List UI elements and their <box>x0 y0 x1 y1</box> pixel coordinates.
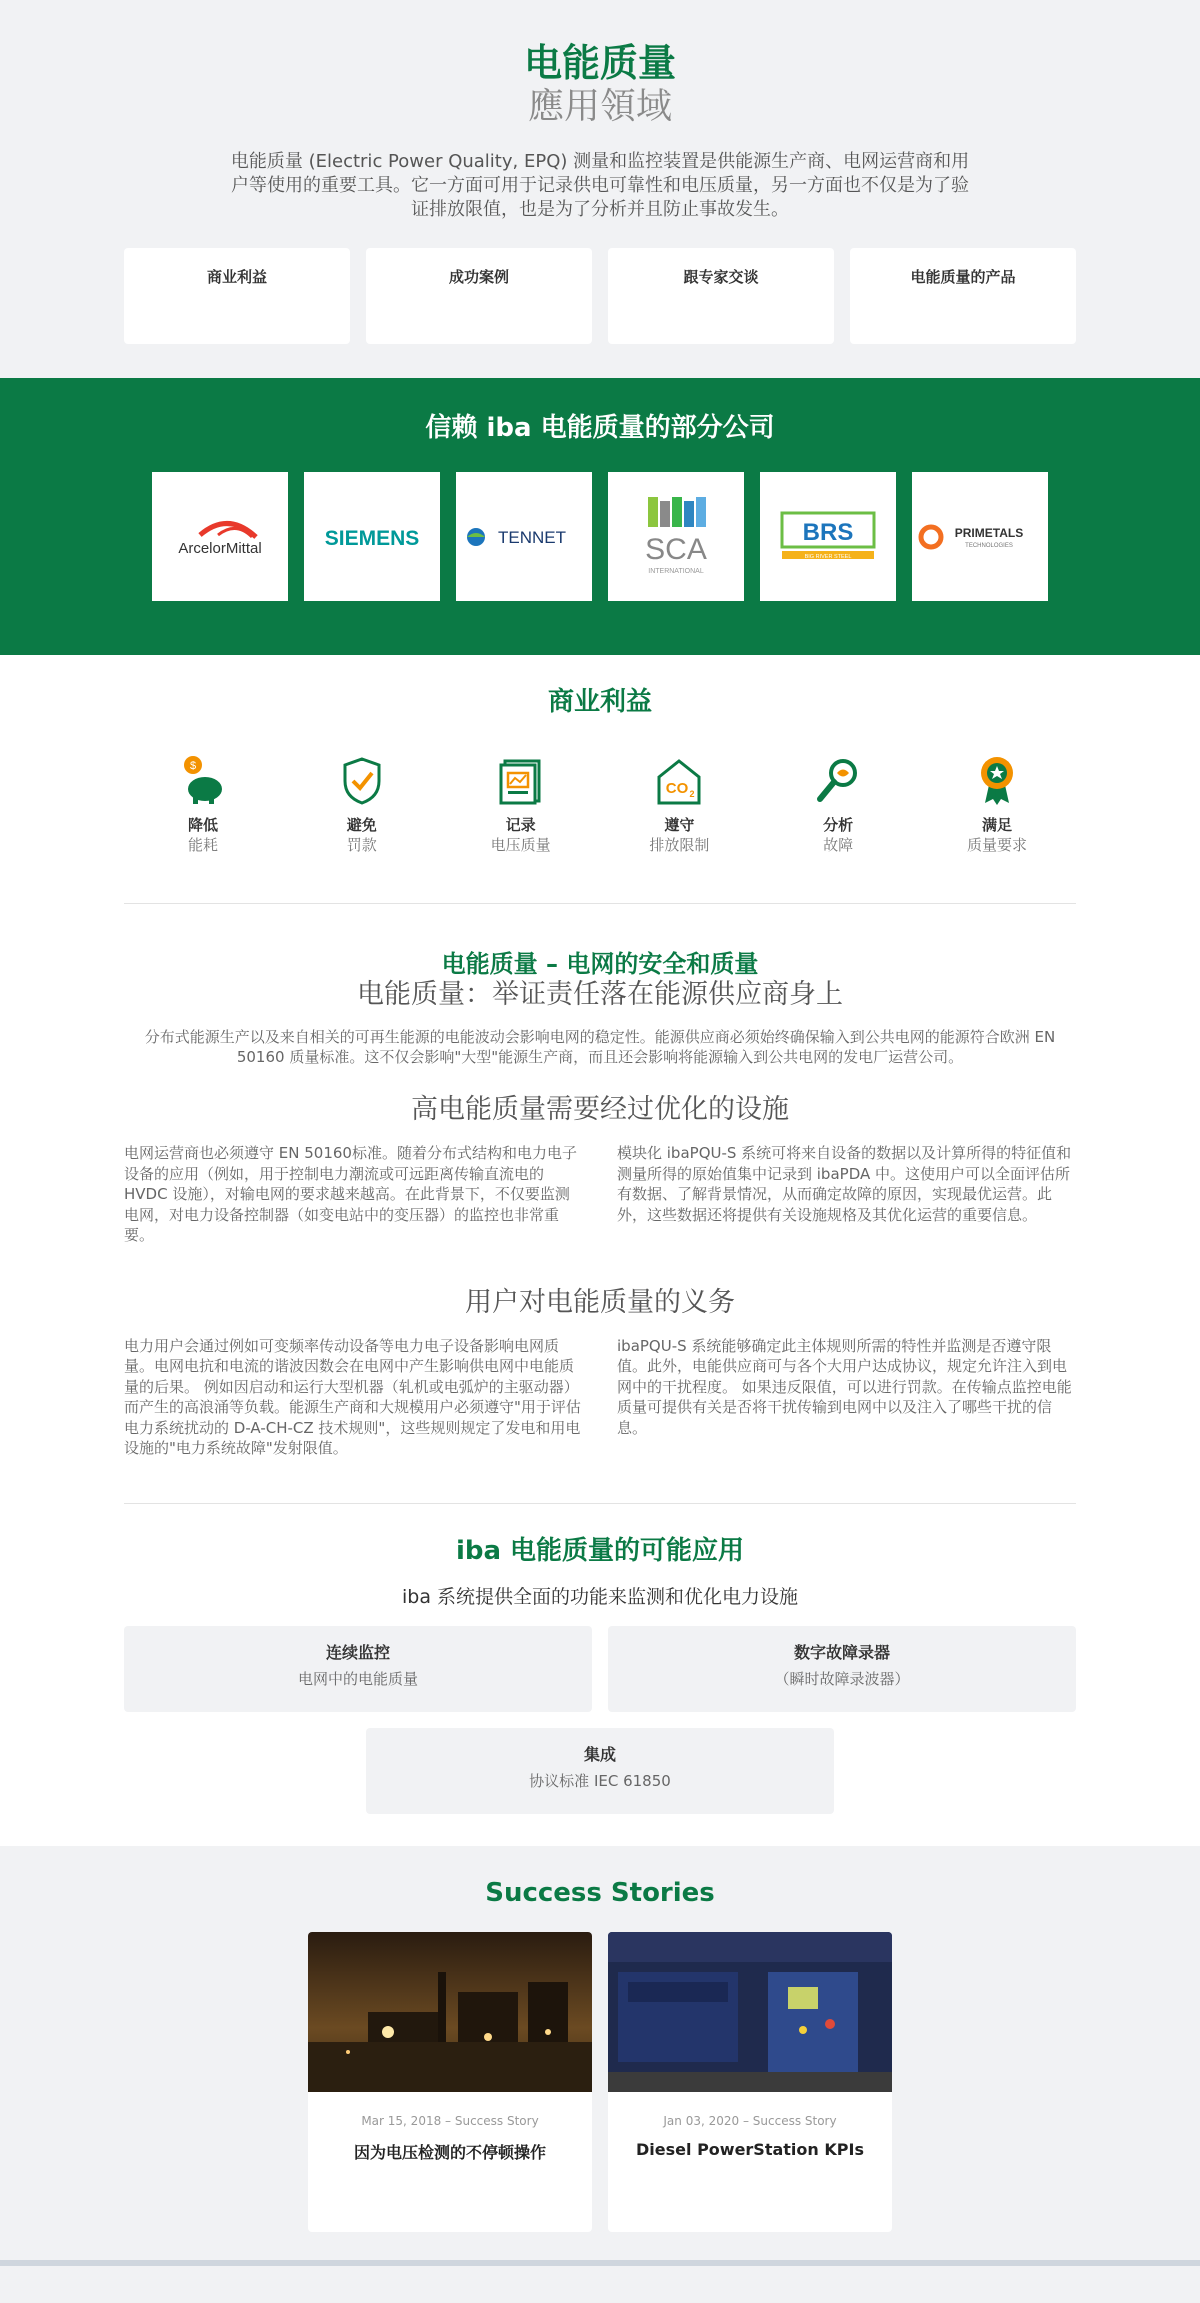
shield-check-icon <box>283 741 441 805</box>
document-chart-icon <box>442 741 600 805</box>
partners-section <box>0 378 1200 655</box>
applications-grid <box>124 1626 1076 1814</box>
benefit-text: 电压质量 <box>490 836 551 854</box>
section-optimized-left-text: 电网运营商也必须遵守 EN 50160标准。随着分布式结构和电力电子设备的应用（例如，用于控制电力潮流或可远距离传输直流电的 HVDC 设施），对输电网的要求越来越高。在此背景下，不仅要监测电网，对电力设备控制器（如变电站中的变压器）的监控也非常重要。 <box>124 1144 577 1244</box>
story-title[interactable]: Diesel PowerStation KPIs <box>636 2139 864 2159</box>
footer-image-strip <box>0 2260 1200 2266</box>
logo-sca-text: SCA <box>645 532 707 566</box>
svg-text:$: $ <box>189 760 197 772</box>
story-image-steel-plant-night <box>308 1932 592 2092</box>
applications-subtitle: iba 系统提供全面的功能来监测和优化电力设施 <box>401 1585 799 1608</box>
logo-arcelormittal <box>152 472 288 601</box>
hero-nav-tabs <box>124 248 1076 344</box>
benefit-title: 记录 <box>505 816 536 834</box>
benefits-title: 商业利益 <box>547 687 652 717</box>
content-lead: 分布式能源生产以及来自相关的可再生能源的电能波动会影响电网的稳定性。能源供应商必须始终确保输入到公共电网的能源符合欧洲 EN 50160 质量标准。这不仅会影响"大型"能源生产商，而且还会影响将能源输入到公共电网的发电厂运营公司。 <box>144 1028 1056 1066</box>
logo-brs-text: BRS <box>802 518 854 546</box>
tab-talk-to-expert[interactable]: 跟专家交谈 <box>608 248 834 344</box>
logo-sca-sub: INTERNATIONAL <box>648 567 704 575</box>
logo-primetals-text: PRIMETALS <box>954 525 1024 540</box>
benefits-list <box>124 741 1076 855</box>
logo-tennet <box>456 472 592 601</box>
tab-power-quality-products[interactable]: 电能质量的产品 <box>850 248 1076 344</box>
applications-section <box>0 1504 1200 1846</box>
logo-siemens <box>304 472 440 601</box>
app-card-text: （瞬时故障录波器） <box>774 1669 910 1688</box>
logo-primetals-sub: TECHNOLOGIES <box>965 542 1013 549</box>
logo-tennet-text: TENNET <box>498 527 566 547</box>
section-obligations-right-text: ibaPQU-S 系统能够确定此主体规则所需的特性并监测是否遵守限值。此外，电能供应商可与各个大用户达成协议，规定允许注入到电网中的干扰程度。 如果违反限值，可以进行罚款。在传输点监控电能质量可提供有关是否将干扰传输到电网中以及注入了哪些干扰的信息。 <box>617 1336 1072 1437</box>
success-stories-list <box>0 1932 1200 2232</box>
benefits-section <box>0 655 1200 915</box>
section-optimized-right-text: 模块化 ibaPQU-S 系统可将来自设备的数据以及计算所得的特征值和测量所得的原始值集中记录到 ibaPDA 中。这使用户可以全面评估所有数据、了解背景情况，从而确定故障的原因，实现最优运营。此外，这些数据还将提供有关设施规格及其优化运营的重要信息。 <box>617 1144 1072 1224</box>
story-meta: Mar 15, 2018 – Success Story <box>361 2113 539 2128</box>
tab-business-benefits[interactable]: 商业利益 <box>124 248 350 344</box>
section-user-obligations <box>124 1336 1076 1459</box>
applications-title: iba 电能质量的可能应用 <box>455 1535 745 1566</box>
app-card-text: 协议标准 IEC 61850 <box>529 1771 671 1790</box>
story-meta: Jan 03, 2020 – Success Story <box>663 2113 837 2128</box>
section-optimized-facilities-title: 高电能质量需要经过优化的设施 <box>411 1094 789 1125</box>
page-title: 电能质量 <box>523 41 676 85</box>
benefit-title: 满足 <box>981 816 1012 834</box>
award-icon <box>918 741 1076 805</box>
page-subtitle: 應用領域 <box>527 86 672 127</box>
benefit-title: 分析 <box>823 816 854 834</box>
story-image-generator-room <box>608 1932 892 2092</box>
benefit-analyze-faults <box>759 741 917 855</box>
app-card-title: 数字故障录器 <box>793 1642 890 1662</box>
benefit-title: 遵守 <box>664 816 695 834</box>
logo-arcelormittal-text: ArcelorMittal <box>178 539 262 557</box>
co2-icon <box>600 741 758 805</box>
app-card-continuous-monitoring[interactable] <box>124 1626 592 1712</box>
benefit-text: 能耗 <box>187 836 218 854</box>
magnifier-icon <box>759 741 917 805</box>
benefit-text: 质量要求 <box>966 836 1027 854</box>
benefit-text: 罚款 <box>346 836 377 854</box>
piggy-bank-icon <box>124 741 282 805</box>
benefit-text: 故障 <box>823 836 854 854</box>
benefit-reduce-energy <box>124 741 282 855</box>
power-quality-content <box>0 915 1200 1504</box>
tab-success-stories[interactable]: 成功案例 <box>366 248 592 344</box>
benefit-avoid-fines <box>283 741 441 855</box>
partners-title: 信赖 iba 电能质量的部分公司 <box>425 413 775 443</box>
benefit-title: 避免 <box>346 816 377 834</box>
app-card-title: 集成 <box>583 1744 616 1764</box>
section-obligations-left-text: 电力用户会通过例如可变频率传动设备等电力电子设备影响电网质量。电网电抗和电流的谐波因数会在电网中产生影响供电网中电能质量的后果。 例如因启动和运行大型机器（轧机或电弧炉的主驱动器）而产生的高浪涌等负载。能源生产商和大规模用户必须遵守"用于评估电力系统扰动的 D-A-CH-CZ 技术规则"，这些规则规定了发电和用电设施的"电力系统故障"发射限值。 <box>124 1336 581 1457</box>
app-card-fault-recorder[interactable] <box>608 1626 1076 1712</box>
benefit-title: 降低 <box>187 816 218 834</box>
content-title: 电能质量 – 电网的安全和质量 <box>441 950 759 978</box>
svg-text:2: 2 <box>689 789 695 799</box>
logo-brs <box>760 472 896 601</box>
story-card-diesel-kpis[interactable] <box>608 1932 892 2232</box>
app-card-title: 连续监控 <box>325 1642 390 1662</box>
benefit-meet-quality <box>918 741 1076 855</box>
section-optimized-facilities <box>124 1143 1076 1246</box>
benefit-record-quality <box>442 741 600 855</box>
partner-logos <box>0 472 1200 601</box>
logo-sca <box>608 472 744 601</box>
success-stories-title: Success Stories <box>485 1877 715 1908</box>
section-divider <box>124 903 1076 904</box>
success-stories-section <box>0 1846 1200 2266</box>
logo-siemens-text: SIEMENS <box>324 526 420 550</box>
logo-primetals <box>912 472 1048 601</box>
section-user-obligations-title: 用户对电能质量的义务 <box>465 1286 735 1318</box>
app-card-integration[interactable] <box>366 1728 834 1814</box>
hero-section <box>0 0 1200 378</box>
app-card-text: 电网中的电能质量 <box>297 1669 418 1688</box>
svg-text:CO: CO <box>666 780 689 797</box>
benefit-comply-emissions <box>600 741 758 855</box>
story-card-voltage-monitoring[interactable] <box>308 1932 592 2232</box>
content-subtitle: 电能质量：举证责任落在能源供应商身上 <box>357 979 843 1010</box>
logo-brs-sub: BIG RIVER STEEL <box>804 553 852 560</box>
story-title[interactable]: 因为电压检测的不停顿操作 <box>353 2142 546 2162</box>
benefit-text: 排放限制 <box>649 836 710 854</box>
hero-intro: 电能质量 (Electric Power Quality, EPQ) 测量和监控装置是供能源生产商、电网运营商和用户等使用的重要工具。它一方面可用于记录供电可靠性和电压质量，另一方面也不仅是为了验证排放限值，也是为了分析并且防止事故发生。 <box>230 151 970 220</box>
